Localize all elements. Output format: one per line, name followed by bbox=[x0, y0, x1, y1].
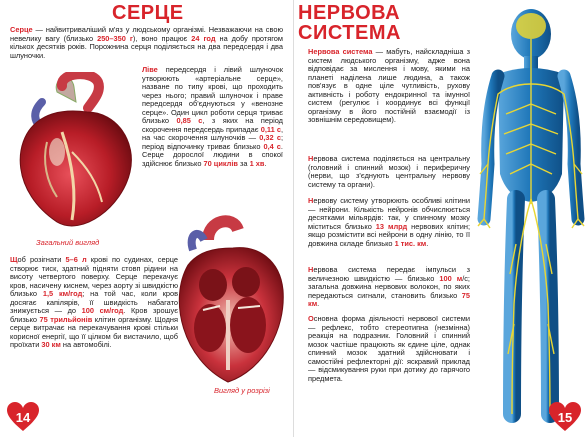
nervous-paragraph-3: Нервову систему утворюють особливі клітини — нейрони. Кількість нейронів обчислюється десятками мільярдів: так, у спинному мозку міститься близько 13 млрд нервових клітин; якщо розмістити всі нейрони в одну лінію, то її довжина складе близько 1 тис. км. bbox=[308, 196, 471, 248]
page-number-right: 15 bbox=[557, 410, 573, 425]
nervous-system-figure bbox=[476, 4, 586, 434]
nervous-paragraph-2: Нервова система поділяється на центральну (головний і спинний мозок) і периферичну (нерви, що з'єднують центральну нервову систему та органи). bbox=[308, 154, 470, 189]
page-number-left: 14 bbox=[15, 410, 31, 425]
heart-paragraph-1: Серце — найвитривaлiший м'яз у людському організмі. Незважаючи на свою невелику вагу (близько 250–350 г), воно працює 24 год на добу протягом кількох десятків років. Порожнина серця поділяється на два передсердя і два шлуночки. bbox=[10, 25, 283, 60]
nervous-paragraph-5: Основна форма діяльності нервової системи — рефлекс, тобто стереотипна (незмінна) реакція на подразник. Головний і спинний мозок частіше працюють як єдине ціле, однак спинний мозок здатний здійснювати і самостійні рефлекторні дії: яскравий приклад — відсмикування руки при дотику до гарячого предмета. bbox=[308, 314, 470, 383]
heart-general-illustration bbox=[2, 72, 142, 232]
page-number-badge-right bbox=[548, 401, 582, 433]
nervous-paragraph-4: Нервова система передає імпульси з величезною швидкістю — близько 100 м/с; загальна довжина нервових волокон, по яких передаються сигнали, становить близько 75 км. bbox=[308, 265, 470, 308]
page-number-badge-left bbox=[6, 401, 40, 433]
caption-section-view: Вигляд у розрізі bbox=[214, 386, 270, 395]
caption-general-view: Загальний вигляд bbox=[36, 238, 100, 247]
heart-paragraph-3: Щоб розігнати 5–6 л крові по судинах, серце створює тиск, здатний підняти стовп рідини на висоту четвертого поверху. Серце перекачує кров, насичену киснем, через аорту зі швидкістю близько 1,5 км/год; на той час, коли кров досягає капілярів, її швидкість набагато знижується — до 100 см/год. Кров зрошує близько 75 трильйонів клітин організму. Щодня серце витрачає на перекачування крові стільки корисної енергії, що її цілком би вистачило, щоб проїхати 30 км на автомобілі. bbox=[10, 255, 179, 349]
left-page bbox=[0, 0, 293, 437]
heart-paragraph-2: Ліве передсердя і лівий шлуночок утворюють «артеріальне серце», назване по типу крові, що проходить через нього; правий шлуночок і праве передсердя об'єднуються у «венозне серце». Один цикл роботи серця триває близько 0,85 с, з яких на період скорочення передсердь припадає 0,11 с, на час скорочення шлуночків — 0,32 с; період відпочинку триває близько 0,4 с. Серце дорослої людини в спокої здійснює близько 70 циклів за 1 хв. bbox=[142, 65, 284, 168]
nervous-title-line1: НЕРВОВА bbox=[298, 2, 401, 24]
heart-title: СЕРЦЕ bbox=[112, 2, 184, 24]
nervous-title-line2: СИСТЕМА bbox=[298, 22, 401, 44]
heart-section-illustration bbox=[168, 210, 290, 390]
right-page bbox=[293, 0, 587, 437]
nervous-paragraph-1: Нервова система — мабуть, найскладніша з систем людського організму, адже вона відповідає за мислення і мову, якими на планеті наділена лише людина, а також пов'язує в одне ціле чутливість, рухову активність і роботу ендокринної та імунної систем (регулює і координує всі функції організму в його постійній взаємодії із зовнішнім середовищем). bbox=[308, 47, 470, 124]
